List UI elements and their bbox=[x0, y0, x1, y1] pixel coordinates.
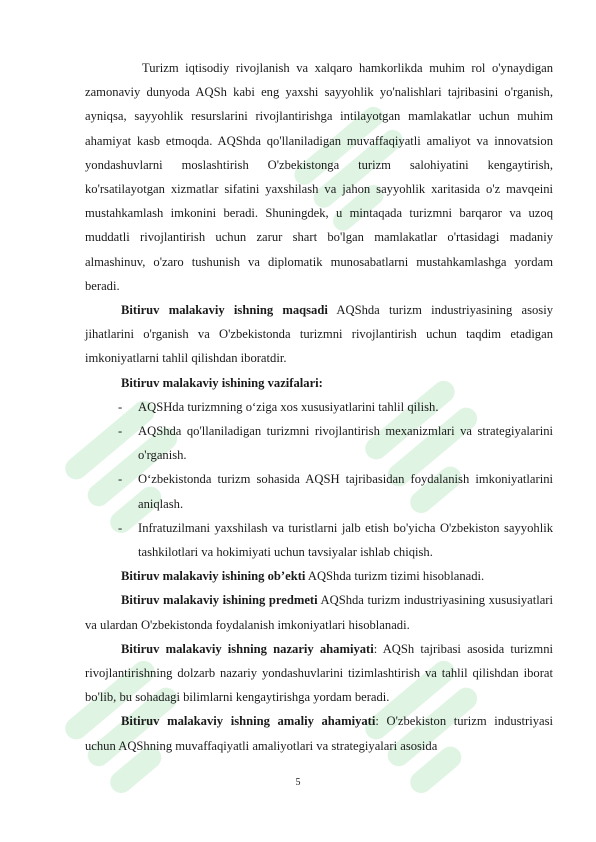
theory-text: : AQSh tajribasi asosida turizmni rivojlantirishning dolzarb nazariy yondashuvlarini tizimlashtirish va tahlil qilishdan iborat bo'lib, bu sohadagi bilimlarni kengaytirishga yordam beradi. bbox=[85, 641, 553, 705]
list-marker: - bbox=[118, 520, 123, 535]
task-text: AQSHda turizmning o‘ziga xos xususiyatlarini tahlil qilish. bbox=[138, 399, 439, 414]
practice-label: Bitiruv malakaviy ishning amaliy ahamiyati bbox=[121, 714, 376, 729]
page-number: 5 bbox=[295, 777, 301, 788]
goal-label: Bitiruv malakaviy ishning maqsadi bbox=[121, 303, 328, 318]
practice-paragraph bbox=[85, 709, 553, 757]
document-body bbox=[85, 56, 553, 758]
object-text: AQShda turizm tizimi hisoblanadi. bbox=[305, 569, 485, 584]
goal-paragraph bbox=[85, 298, 553, 371]
list-item bbox=[85, 516, 553, 564]
tasks-heading: Bitiruv malakaviy ishining vazifalari: bbox=[121, 375, 323, 390]
list-item bbox=[85, 395, 553, 419]
list-marker: - bbox=[118, 472, 123, 487]
task-text: AQShda qo'llaniladigan turizmni rivojlantirish mexanizmlari va strategiyalarini o'rganish. bbox=[138, 424, 553, 463]
goal-text: AQShda turizm industriyasining asosiy jihatlarini o'rganish va O'zbekistonda turizmni rivojlantirish uchun taqdim etadigan imkoniyatlarni tahlil qilishdan iboratdir. bbox=[85, 303, 553, 366]
theory-label: Bitiruv malakaviy ishning nazariy ahamiyati bbox=[121, 641, 374, 656]
theory-paragraph bbox=[85, 637, 553, 710]
subject-label: Bitiruv malakaviy ishining predmeti bbox=[121, 593, 318, 608]
subject-paragraph bbox=[85, 588, 553, 636]
task-text: Infratuzilmani yaxshilash va turistlarni jalb etish bo'yicha O'zbekiston sayyohlik tashkilotlari va hokimiyati uchun tavsiyalar ishlab chiqish. bbox=[138, 520, 553, 560]
task-text: O‘zbekistonda turizm sohasida AQSH tajribasidan foydalanish imkoniyatlarini aniqlash. bbox=[138, 472, 553, 511]
tasks-list bbox=[85, 395, 553, 564]
intro-paragraph: Turizm iqtisodiy rivojlanish va xalqaro hamkorlikda muhim rol o'ynaydigan zamonaviy dunyoda AQSh kabi eng yaxshi sayyohlik yo'nalishlari tajribasini o'rganish, ayniqsa, sayyohlik resurslarini rivojlantirishga intilayotgan mamlakatlar uchun muhim ahamiyat kasb etmoqda. AQShda qo'llaniladigan muvaffaqiyatli amaliyot va innovatsion yondashuvlarni moslashtirish O'zbekistonga turizm salohiyatini kengaytirish, ko'rsatilayotgan xizmatlar sifatini yaxshilash va jahon sayyohlik xaritasida o'z mavqeini mustahkamlash imkonini beradi. Shuningdek, u mintaqada turizmni barqaror va uzoq muddatli rivojlantirish uchun zarur shart bo'lgan mamlakatlar o'rtasidagi madaniy almashinuv, o'zaro tushunish va diplomatik munosabatlarni mustahkamlashga yordam beradi. bbox=[85, 61, 553, 293]
list-item bbox=[85, 467, 553, 515]
object-paragraph bbox=[85, 564, 553, 588]
subject-text: AQShda turizm industriyasining xususiyatlari va ulardan O'zbekistonda foydalanish imkoniyatlari hisoblanadi. bbox=[85, 593, 553, 632]
list-marker: - bbox=[118, 399, 123, 414]
object-label: Bitiruv malakaviy ishining ob’ekti bbox=[121, 569, 306, 584]
practice-text: : O'zbekiston turizm industriyasi uchun AQShning muvaffaqiyatli amaliyotlari va strategiyalari asosida bbox=[85, 714, 554, 753]
list-item bbox=[85, 419, 553, 467]
list-marker: - bbox=[118, 424, 123, 439]
